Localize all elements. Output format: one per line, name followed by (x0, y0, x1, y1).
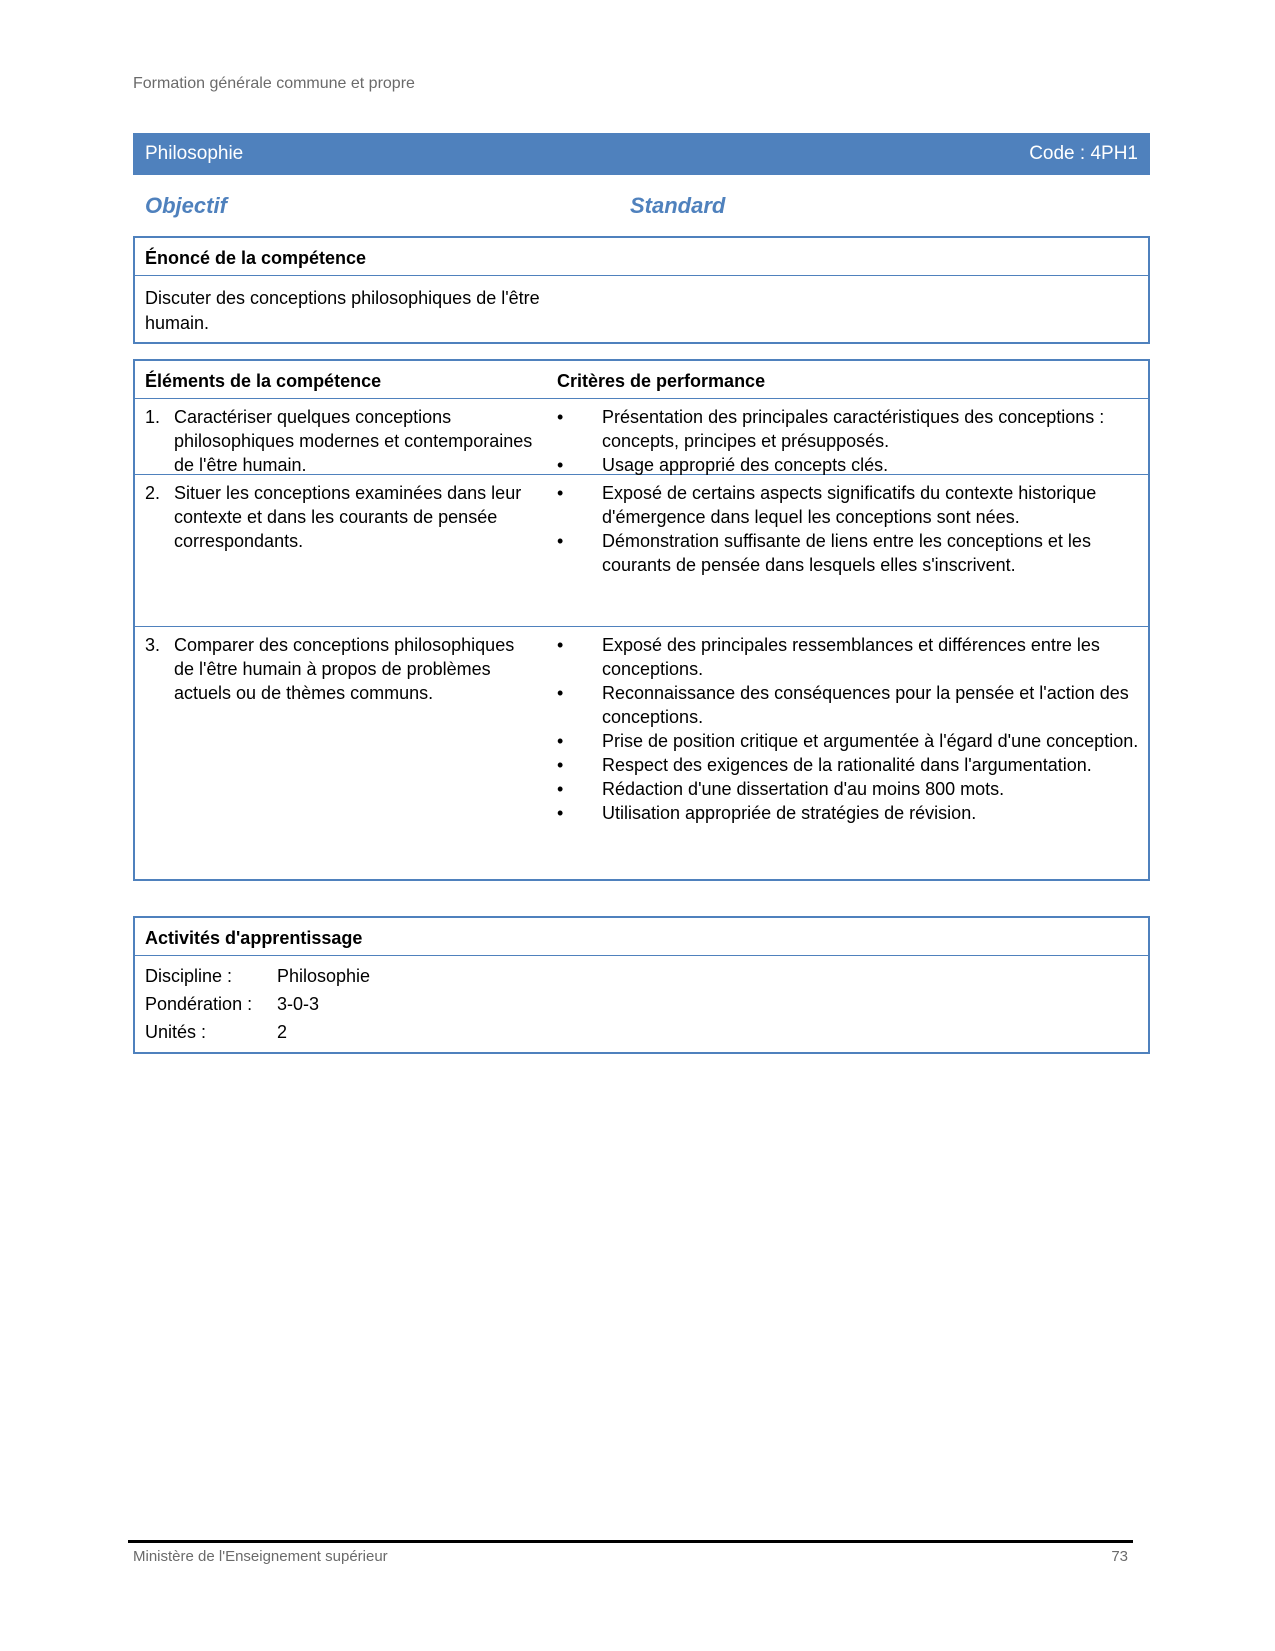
standard-label: Standard (630, 193, 726, 218)
course-name: Philosophie (145, 143, 244, 164)
page-number: 73 (1111, 1548, 1128, 1565)
list-item: • Reconnaissance des conséquences pour la pensée et l'action des conceptions. (557, 683, 1129, 727)
list-item: • Rédaction d'une dissertation d'au moins 800 mots. (557, 779, 1005, 799)
element-text: Caractériser quelques conceptions philosophiques modernes et contemporaines de l'être humain. (174, 407, 533, 475)
table-row (135, 475, 1148, 627)
course-code: Code : 4PH1 (1029, 143, 1138, 164)
element-cell (135, 633, 557, 877)
enonce-heading: Énoncé de la compétence (135, 238, 1148, 276)
criteria-cell (557, 481, 1148, 624)
page-section-header: Formation générale commune et propre (133, 75, 415, 92)
element-text: Situer les conceptions examinées dans leur contexte et dans les courants de pensée correspondants. (174, 483, 522, 551)
ponderation-value: 3-0-3 (277, 994, 320, 1014)
element-cell (135, 481, 557, 624)
bullet-icon: • (557, 803, 564, 823)
enonce-box (133, 236, 1150, 344)
list-item: • Respect des exigences de la rationalité dans l'argumentation. (557, 755, 1092, 775)
element-cell (135, 405, 557, 475)
bullet-icon: • (557, 455, 564, 475)
element-number: 1. (145, 407, 161, 427)
bullet-icon: • (557, 731, 564, 751)
objective-label: Objectif (145, 193, 227, 218)
bullet-icon: • (557, 407, 564, 427)
table-row (135, 627, 1148, 879)
ponderation-line (135, 990, 1148, 1018)
bullet-icon: • (557, 635, 564, 655)
page-footer (133, 1548, 1128, 1565)
enonce-text: Discuter des conceptions philosophiques de l'être humain. (145, 288, 540, 333)
footer-ministry: Ministère de l'Enseignement supérieur (133, 1548, 388, 1565)
list-item: • Prise de position critique et argumentée à l'égard d'une conception. (557, 731, 1139, 751)
element-number: 2. (145, 483, 161, 503)
discipline-value: Philosophie (277, 966, 371, 986)
criteria-cell (557, 405, 1148, 475)
competence-grid (133, 359, 1150, 881)
discipline-line (135, 962, 1148, 990)
list-item: • Présentation des principales caractéristiques des conceptions : concepts, principes et présupposés. (557, 407, 1105, 451)
bullet-icon: • (557, 755, 564, 775)
grid-header (135, 361, 1148, 399)
bullet-icon: • (557, 683, 564, 703)
course-title-bar (133, 133, 1150, 175)
unites-line (135, 1018, 1148, 1046)
elements-heading: Éléments de la compétence (145, 371, 382, 391)
list-item: • Démonstration suffisante de liens entre les conceptions et les courants de pensée dans lesquels elles s'inscrivent. (557, 531, 1091, 575)
bullet-icon: • (557, 483, 564, 503)
activities-heading: Activités d'apprentissage (135, 918, 1148, 956)
unites-label: Unités : (145, 1022, 207, 1042)
activities-box (133, 916, 1150, 1054)
list-item: • Exposé des principales ressemblances et différences entre les conceptions. (557, 635, 1100, 679)
bullet-icon: • (557, 779, 564, 799)
list-item: • Utilisation appropriée de stratégies de révision. (557, 803, 977, 823)
unites-value: 2 (277, 1022, 288, 1042)
element-text: Comparer des conceptions philosophiques de l'être humain à propos de problèmes actuels ou de thèmes communs. (174, 635, 515, 703)
bullet-icon: • (557, 531, 564, 551)
criteria-cell (557, 633, 1148, 877)
discipline-label: Discipline : (145, 966, 233, 986)
ponderation-label: Pondération : (145, 994, 253, 1014)
table-row (135, 399, 1148, 475)
list-item: • Exposé de certains aspects significatifs du contexte historique d'émergence dans lequel les conceptions sont nées. (557, 483, 1097, 527)
criteria-heading: Critères de performance (557, 371, 766, 391)
list-item: • Usage approprié des concepts clés. (557, 455, 889, 475)
element-number: 3. (145, 635, 161, 655)
footer-divider (128, 1540, 1133, 1543)
